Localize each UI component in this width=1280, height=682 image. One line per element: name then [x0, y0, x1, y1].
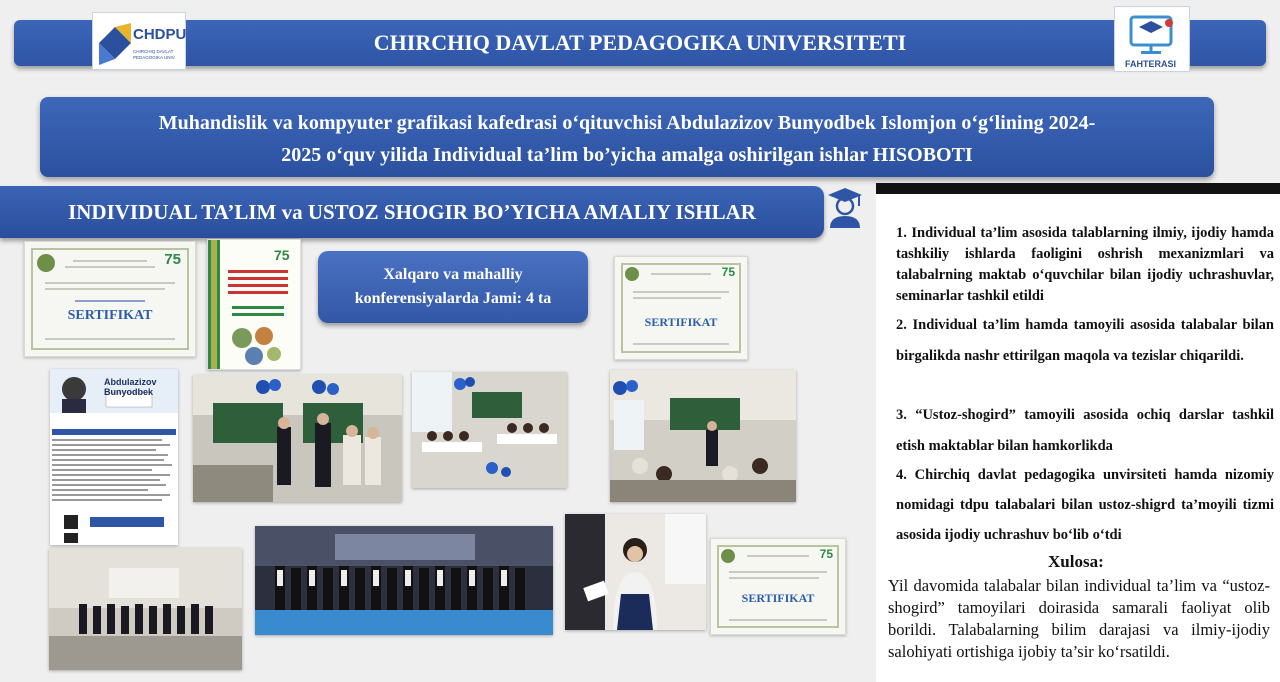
conclusion-text: Yil davomida talabalar bilan individual ta’lim va “ustoz-shogird” tamoyilari doirasida samarali faoliyat olib borildi. Talabalarning bilim darajasi va ilmiy-ijodiy salohiyati ortishiga ijobiy ta’sir ko‘rsatildi. — [888, 576, 1270, 661]
photo-group-stage — [255, 526, 553, 635]
certificate-image-1 — [24, 241, 196, 357]
photo-lecture-hall — [610, 370, 796, 502]
conclusion-title: Xulosa: — [1048, 552, 1104, 571]
chdpu-logo-graphic — [93, 13, 187, 71]
photo-group-hall — [49, 548, 242, 670]
report-title — [60, 107, 1194, 171]
certificate-image-2 — [614, 256, 748, 360]
book-cover-image — [207, 239, 301, 370]
svg-text:FAHTERASI: FAHTERASI — [1125, 59, 1177, 69]
certificate-title: SERTIFIKAT — [67, 308, 153, 323]
svg-text:CHIRCHIQ DAVLAT: CHIRCHIQ DAVLAT — [133, 49, 174, 54]
photo-classroom-presentation — [193, 375, 402, 502]
conference-line-1: Xalqaro va mahalliy — [383, 266, 523, 283]
graduate-student-icon — [826, 186, 864, 230]
svg-text:75: 75 — [274, 247, 290, 263]
faculty-logo — [1114, 6, 1190, 72]
conference-count-box — [318, 251, 588, 323]
achievement-item-3: 3. “Ustoz-shogird” tamoyili asosida ochiq darslar tashkil etish maktablar bilan hamkorlikda — [896, 407, 1274, 454]
photo-speaker — [565, 514, 706, 630]
achievement-item-4: 4. Chirchiq davlat pedagogika unvirsiteti hamda nizomiy nomidagi tdpu talabalari bilan ustoz-shigrd ta’moyili tizmi asosida ijodiy uchrashuv bo‘lib o‘tdi — [896, 467, 1274, 543]
anniversary-badge: 75 — [164, 251, 181, 268]
chdpu-logo — [92, 12, 186, 70]
certificate-title: SERTIFIKAT — [644, 315, 718, 329]
svg-text:PEDAGOGIKA UNIV.: PEDAGOGIKA UNIV. — [133, 55, 176, 60]
conference-line-2: konferensiyalarda Jami: 4 ta — [354, 290, 552, 307]
right-panel-rule — [876, 183, 1280, 194]
photo-classroom-students — [412, 372, 567, 488]
teacher-profile-poster — [50, 369, 178, 545]
university-title: CHIRCHIQ DAVLAT PEDAGOGIKA UNIVERSITETI — [373, 30, 907, 55]
anniversary-badge: 75 — [819, 547, 833, 561]
anniversary-badge: 75 — [721, 265, 735, 279]
report-title-line-2: 2025 o‘quv yilida Individual ta’lim bo’yicha amalga oshirilgan ishlar HISOBOTI — [281, 144, 973, 166]
achievement-item-1: 1. Individual ta’lim asosida talablarning ilmiy, ijodiy hamda tashkiliy ishlarda faoligini oshrish mexanizmlari va talabalrning maktab o‘quvchilar bilan ijodiy uchrashuvlar, seminarlar tashkil etildi — [896, 225, 1274, 304]
certificate-title: SERTIFIKAT — [741, 591, 815, 605]
achievement-item-2: 2. Individual ta’lim hamda tamoyili asosida talabalar bilan birgalikda nashr ettirilgan maqola va tezislar chiqarildi. — [896, 317, 1274, 364]
faculty-logo-graphic — [1115, 7, 1191, 73]
poster-teacher-name: Abdulazizov Bunyodbek — [104, 377, 157, 397]
certificate-image-3 — [710, 538, 846, 635]
svg-text:CHDPU: CHDPU — [133, 26, 187, 43]
section-title: INDIVIDUAL TA’LIM va USTOZ SHOGIR BO’YICHA AMALIY ISHLAR — [0, 186, 824, 238]
report-title-line-1: Muhandislik va kompyuter grafikasi kafedrasi o‘qituvchisi Abdulazizov Bunyodbek Islomjon o‘g‘lining 2024- — [158, 112, 1096, 134]
